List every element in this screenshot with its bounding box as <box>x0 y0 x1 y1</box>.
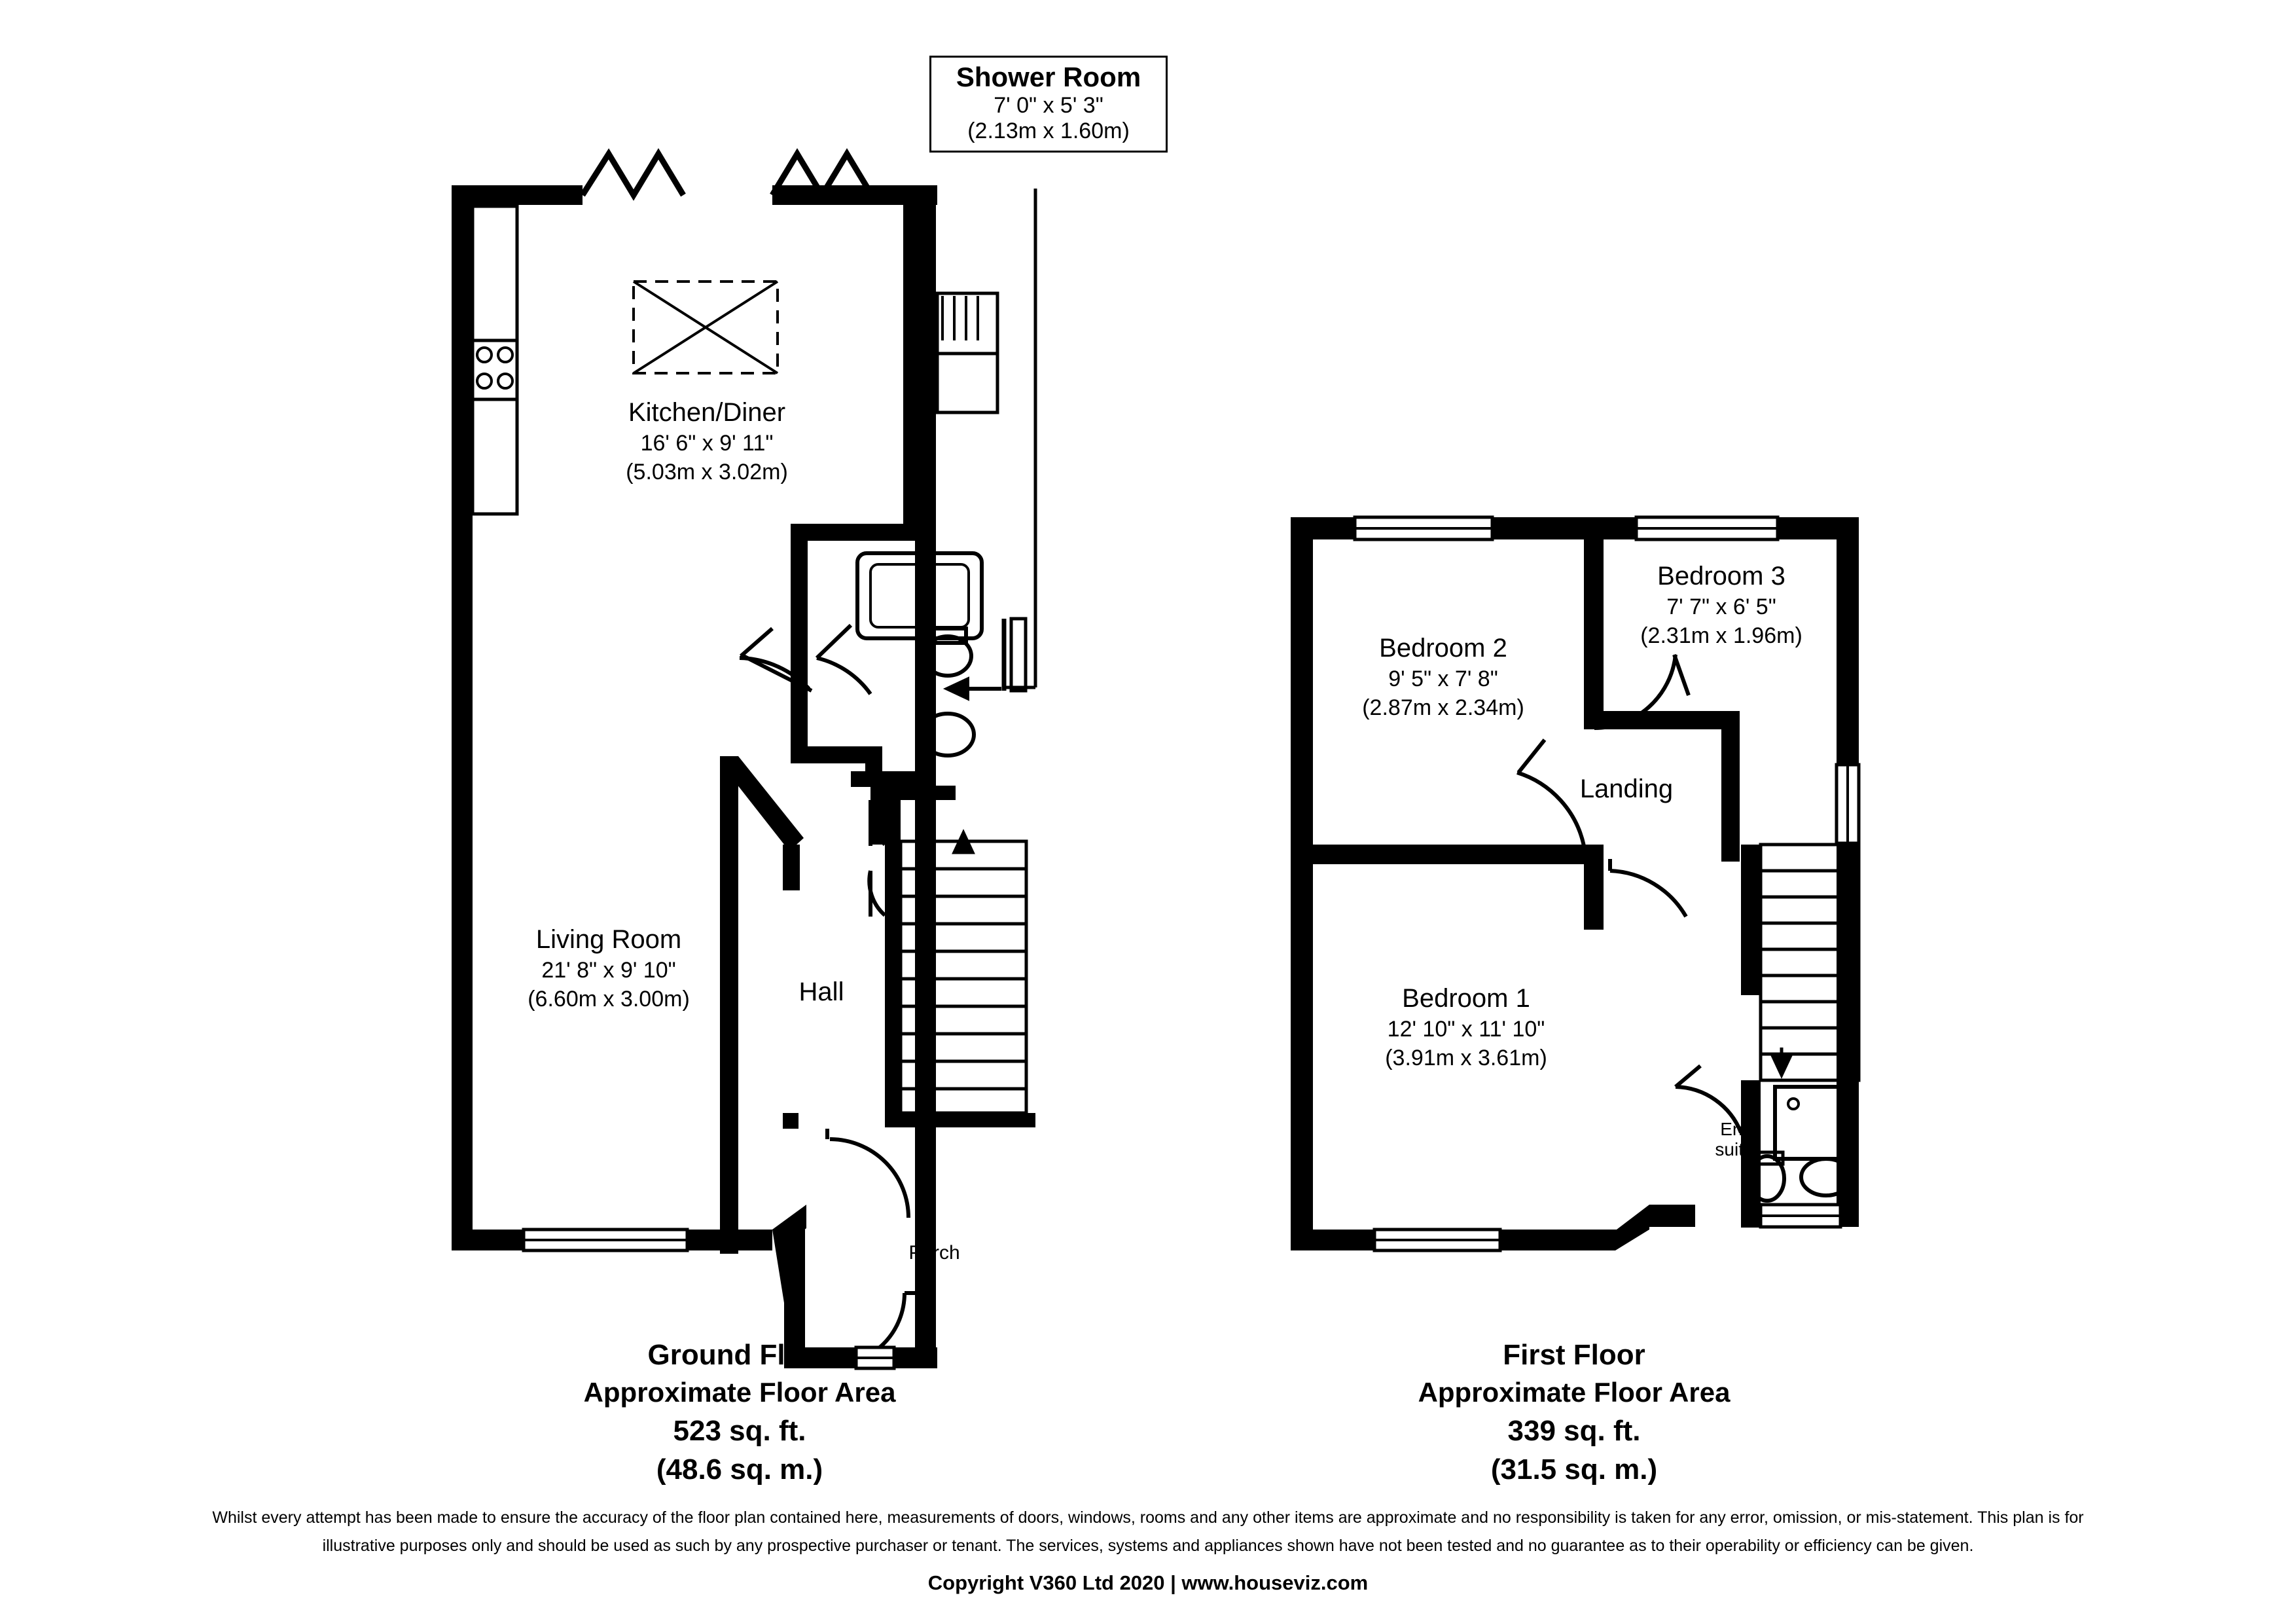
first-floor-area-caption: Approximate Floor Area <box>1418 1377 1731 1408</box>
room-label-living-room <box>432 923 785 1013</box>
bedroom-1-dim-imperial: 12' 10" x 11' 10" <box>1387 1017 1545 1042</box>
disclaimer-line-2: illustrative purposes only and should be used as such by any prospective purchaser or tenant. The services, systems and appliances shown have not been tested and no guarantee as to their operability or efficiency can be given. <box>322 1537 1974 1555</box>
bedroom-2-dim-imperial: 9' 5" x 7' 8" <box>1388 666 1498 692</box>
bedroom-3-dim-imperial: 7' 7" x 6' 5" <box>1666 594 1776 620</box>
living-room-dim-metric: (6.60m x 3.00m) <box>528 986 690 1012</box>
kitchen-diner-dim-imperial: 16' 6" x 9' 11" <box>640 431 774 456</box>
living-room-name: Living Room <box>535 925 682 954</box>
shower-room-callout <box>929 56 1168 153</box>
ground-floor-title-block <box>458 1336 1021 1489</box>
kitchen-diner-dim-metric: (5.03m x 3.02m) <box>626 459 788 484</box>
room-label-bedroom-3 <box>1571 560 1872 650</box>
living-room-dim-imperial: 21' 8" x 9' 10" <box>541 958 676 983</box>
room-label-ensuite <box>1689 1120 1780 1160</box>
ground-floor-area-caption: Approximate Floor Area <box>583 1377 896 1408</box>
bedroom-2-name: Bedroom 2 <box>1379 634 1507 663</box>
room-label-kitchen-diner <box>517 396 897 486</box>
first-floor-title-block <box>1293 1336 1856 1489</box>
room-label-porch: Porch <box>908 1242 960 1264</box>
room-label-bedroom-2 <box>1293 632 1594 722</box>
shower-room-dim-imperial: 7' 0" x 5' 3" <box>994 93 1103 118</box>
ground-floor-area-sqft: 523 sq. ft. <box>673 1415 806 1448</box>
room-label-landing: Landing <box>1579 775 1674 803</box>
copyright-line[interactable]: Copyright V360 Ltd 2020 | www.houseviz.com <box>927 1571 1369 1594</box>
bedroom-1-name: Bedroom 1 <box>1402 984 1530 1013</box>
first-floor-area-sqm: (31.5 sq. m.) <box>1490 1453 1658 1486</box>
ground-floor-plan <box>452 154 1035 1368</box>
bedroom-2-dim-metric: (2.87m x 2.34m) <box>1362 695 1524 720</box>
first-floor-area-sqft: 339 sq. ft. <box>1507 1415 1641 1448</box>
bedroom-1-dim-metric: (3.91m x 3.61m) <box>1385 1045 1547 1070</box>
ground-floor-area-sqm: (48.6 sq. m.) <box>656 1453 823 1486</box>
ground-floor-title: Ground Floor <box>647 1339 832 1371</box>
shower-room-title: Shower Room <box>956 62 1141 92</box>
shower-room-dim-metric: (2.13m x 1.60m) <box>967 119 1130 143</box>
disclaimer-line-1: Whilst every attempt has been made to ensure the accuracy of the floor plan contained here, measurements of doors, windows, rooms and any other items are approximate and no responsibility is taken for any error, omission, or mis-statement. This plan is for <box>212 1508 2084 1527</box>
kitchen-diner-name: Kitchen/Diner <box>628 398 786 427</box>
first-floor-title: First Floor <box>1503 1339 1645 1371</box>
ensuite-line-2: suite <box>1715 1139 1754 1159</box>
ensuite-line-1: En- <box>1720 1119 1749 1139</box>
room-label-cupboard: Cup <box>900 782 937 803</box>
bedroom-3-dim-metric: (2.31m x 1.96m) <box>1640 623 1803 648</box>
room-label-hall: Hall <box>798 977 844 1006</box>
bedroom-3-name: Bedroom 3 <box>1657 562 1785 591</box>
room-label-bedroom-1 <box>1309 982 1623 1072</box>
